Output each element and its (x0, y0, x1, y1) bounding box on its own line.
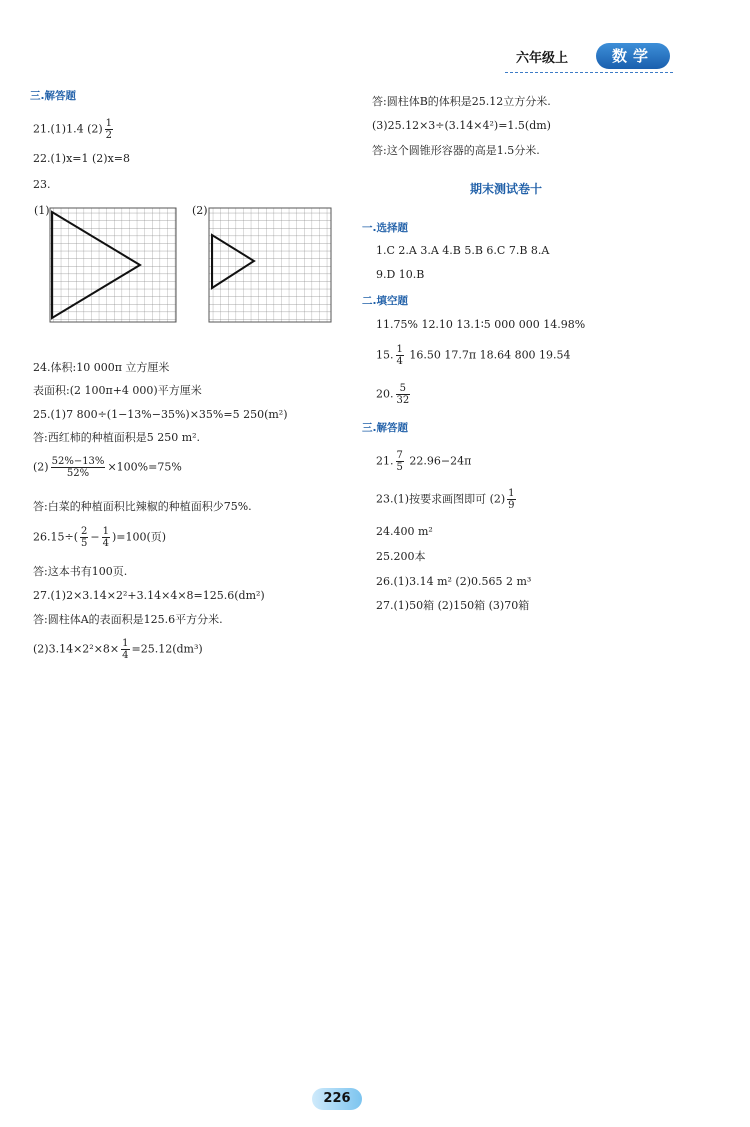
fill-answers-2: 15. $\frac{1}{4}$ 16.50 17.7π 18.64 800 19.54 (376, 344, 571, 367)
fraction: $\frac{52\%-13\%}{52\%}$ (51, 456, 105, 479)
solve-answer-24: 24.400 m² (376, 525, 433, 538)
fraction: $\frac{1}{4}$ (102, 526, 109, 549)
answer-27-1-conclusion: 答:圆柱体A的表面积是125.6平方分米. (33, 613, 223, 626)
figure-1-label: (1) (34, 204, 50, 217)
answer-22: 22.(1)x=1 (2)x=8 (33, 152, 130, 165)
answer-23: 23. (33, 178, 51, 191)
fraction: $\frac{2}{5}$ (81, 526, 88, 549)
header-subject-badge: 数学 (596, 43, 670, 69)
fraction: $\frac{7}{5}$ (396, 450, 403, 473)
solve-answer-27: 27.(1)50箱 (2)150箱 (3)70箱 (376, 599, 530, 612)
answer-25-1: 25.(1)7 800÷(1−13%−35%)×35%=5 250(m²) (33, 408, 288, 421)
figure-2-label: (2) (192, 204, 208, 217)
fraction: $\frac{1}{4}$ (396, 344, 403, 367)
answer-27-1: 27.(1)2×3.14×2²+3.14×4×8=125.6(dm²) (33, 589, 265, 602)
section-heading-choice: 一.选择题 (362, 222, 408, 234)
solve-answer-25: 25.200本 (376, 550, 426, 563)
answer-26: 26.15÷( $\frac{2}{5}$ − $\frac{1}{4}$ )=100(页) (33, 526, 167, 549)
answer-27-3-conclusion: 答:这个圆锥形容器的高是1.5分米. (372, 144, 540, 157)
solve-answer-23: 23.(1)按要求画图即可 (2) $\frac{1}{9}$ (376, 488, 515, 511)
answer-27-3: (3)25.12×3÷(3.14×4²)=1.5(dm) (372, 119, 551, 132)
solve-answer-26: 26.(1)3.14 m² (2)0.565 2 m³ (376, 575, 532, 588)
fill-answers-1: 11.75% 12.10 13.1∶5 000 000 14.98% (376, 318, 586, 331)
fraction: $\frac{1}{2}$ (105, 118, 113, 141)
grid-figure-2 (209, 208, 331, 322)
section-heading-solve-2: 三.解答题 (362, 422, 408, 434)
section-heading-solve: 三.解答题 (30, 90, 76, 102)
answer-27-2: (2)3.14×2²×8× $\frac{1}{4}$ =25.12(dm³) (33, 638, 203, 661)
answer-25-2-conclusion: 答:白菜的种植面积比辣椒的种植面积少75%. (33, 500, 252, 513)
solve-answers-21-22: 21. $\frac{7}{5}$ 22.96−24π (376, 450, 472, 473)
answer-27-2-conclusion: 答:圆柱体B的体积是25.12立方分米. (372, 95, 551, 108)
answer-25-2: (2) $\frac{52\%-13\%}{52\%}$ ×100%=75% (33, 456, 182, 479)
answer-26-conclusion: 答:这本书有100页. (33, 565, 128, 578)
test-title: 期末测试卷十 (470, 182, 543, 196)
page-number: 226 (312, 1088, 362, 1110)
choice-answers-1: 1.C 2.A 3.A 4.B 5.B 6.C 7.B 8.A (376, 244, 550, 257)
answer-21: 21.(1)1.4 (2) $\frac{1}{2}$ (33, 118, 113, 141)
fraction: $\frac{1}{4}$ (122, 638, 129, 661)
section-heading-fill: 二.填空题 (362, 295, 408, 307)
fraction: $\frac{1}{9}$ (508, 488, 515, 511)
fraction: $\frac{5}{32}$ (396, 383, 410, 406)
answer-25-1-conclusion: 答:西红柿的种植面积是5 250 m². (33, 431, 201, 444)
answer-24-volume: 24.体积:10 000π 立方厘米 (33, 361, 170, 374)
answer-24-area: 表面积:(2 100π+4 000)平方厘米 (33, 384, 202, 397)
choice-answers-2: 9.D 10.B (376, 268, 425, 281)
fill-answers-3: 20. $\frac{5}{32}$ (376, 383, 410, 406)
grid-figure-1 (50, 208, 176, 322)
header-grade: 六年级上 (516, 51, 569, 66)
grid-figures (0, 0, 750, 340)
